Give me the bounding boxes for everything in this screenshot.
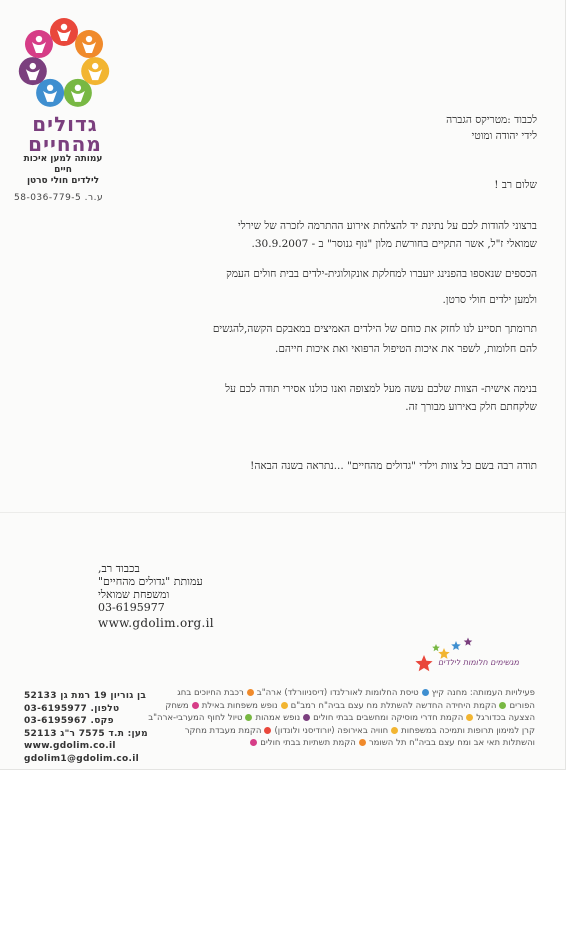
activity-item — [177, 688, 244, 698]
logo-tagline-line2: לילדים חולי סרטן — [26, 176, 100, 186]
activity-label: מחנה קיץ — [431, 688, 468, 698]
star-icon — [464, 638, 473, 646]
bullet-dot-icon — [499, 702, 506, 709]
bullet-dot-icon — [192, 702, 199, 709]
activity-label: טיול לחוף המערבי-ארה"ב — [148, 713, 243, 723]
activity-label: טיסת החלומות לאורלנדו (דיסניוורלד) ארה"ב — [256, 688, 419, 698]
activity-item — [496, 701, 535, 711]
activity-label: פעילויות העמותה: — [469, 688, 535, 698]
bullet-dot-icon — [303, 714, 310, 721]
activities-line — [125, 725, 535, 738]
logo-petal — [75, 30, 103, 58]
paragraph3-line1: תרומתך תסייע לנו לחזק את כוחם של הילדים האמיצים במאבקם הקשה,להגשים — [212, 323, 537, 335]
bullet-dot-icon — [250, 739, 257, 746]
activity-label: הקמת תשתיות בבתי חולים — [260, 738, 356, 748]
paragraph1-line1: ברצוני להודות לכם על נתינת יד להצלחת אירוע ההתרמה לזכרה של שירלי — [238, 220, 537, 232]
addressee-line1: לכבוד :מטריקס הגברה — [446, 114, 537, 126]
activity-label: והשתלות תאי אב ומח עצם בביה"ח תל השומר — [368, 738, 535, 748]
activity-item — [419, 688, 468, 698]
signature-organization: עמותת "גדולים מהחיים" — [98, 575, 203, 588]
logo-petal — [81, 57, 109, 85]
logo-petal — [36, 79, 64, 107]
activity-label: נופש אמהות — [255, 713, 301, 723]
page-fold-line — [0, 512, 565, 513]
closing-thanks: תודה רבה בשם כל צוות וילדי "גדולים מהחיים" ...נתראה בשנה הבאה! — [250, 460, 537, 472]
signature-regards: בכבוד רב, — [98, 562, 140, 575]
activity-item — [356, 738, 535, 748]
logo-petal — [50, 18, 78, 46]
activity-item — [242, 713, 300, 723]
activity-item — [185, 726, 262, 736]
logo-name-line1: גדולים — [32, 112, 98, 136]
footer-phone: טלפון. 03-6195977 — [24, 703, 120, 714]
logo-petal — [19, 57, 47, 85]
footer-email[interactable]: gdolim1@gdolim.co.il — [24, 753, 140, 764]
registration-number: ע.ר. 58-036-779-5 — [14, 193, 104, 203]
activity-item — [244, 688, 419, 698]
logo-petal — [25, 30, 53, 58]
activity-item — [463, 713, 535, 723]
signature-website[interactable]: www.gdolim.org.il — [98, 616, 214, 630]
logo-petal — [64, 79, 92, 107]
bullet-dot-icon — [422, 689, 429, 696]
logo-tagline-line1: עמותה למען איכות חיים — [23, 154, 103, 175]
paragraph3-line2: להם חלומות, לשפר את איכות הטיפול הרפואי ואת איכות חייהם. — [275, 343, 537, 355]
signature-phone: 03-6195977 — [98, 601, 165, 614]
paragraph2-line2: ולמען ילדים חולי סרטן. — [442, 294, 537, 306]
activity-label: נופש משפחות באילת — [201, 700, 278, 711]
bullet-dot-icon — [466, 714, 473, 721]
star-icon — [415, 655, 432, 671]
activity-label: הפורים — [509, 700, 535, 711]
bullet-dot-icon — [245, 714, 252, 721]
activity-item — [467, 688, 535, 698]
activity-label: הקמת מעבדת מחקר — [184, 725, 262, 736]
activity-label: חוויה באירופה (יורודיסני ולונדון) — [274, 725, 389, 736]
addressee-line2: לידי יהודה ומוטי — [471, 130, 537, 142]
dream-stars-logo — [410, 636, 540, 680]
logo-name-line2: מהחיים — [28, 132, 102, 156]
activity-item — [300, 713, 463, 723]
activity-label: הצצעה בכדורגל — [476, 713, 535, 723]
dream-logo-text: מגשימים חלומות לילדים — [438, 658, 519, 667]
footer-activities — [125, 687, 535, 750]
footer-address: בן גוריון 19 רמת גן 52133 — [24, 691, 147, 701]
star-icon — [432, 644, 440, 651]
activity-item — [247, 738, 356, 748]
activity-label: משחק — [165, 700, 189, 711]
bullet-dot-icon — [281, 702, 288, 709]
bullet-dot-icon — [359, 739, 366, 746]
organization-logo — [14, 14, 114, 203]
paragraph4-line1: בנימה אישית- הצוות שלכם עשה מעל למצופה ואנו כולנו אסירי תודה לכם על — [225, 383, 537, 395]
bullet-dot-icon — [247, 689, 254, 696]
flower-logo-icon — [14, 14, 114, 114]
activity-item — [388, 726, 535, 736]
activity-label: הקמת חדרי מוסיקה ומחשבים בבתי חולים — [313, 713, 464, 723]
activity-item — [261, 726, 388, 736]
signature-block — [98, 562, 214, 630]
activity-item — [278, 701, 497, 711]
activity-item — [148, 713, 242, 723]
paragraph4-line2: שלקחתם חלק באירוע מבורך זה. — [405, 401, 537, 413]
footer-fax: פקס. 03-6195967 — [24, 716, 114, 726]
greeting: שלום רב ! — [494, 179, 537, 191]
activity-label: הקמת היחידה החדשה להשתלת מח עצם בביה"ח רמב"ם — [290, 700, 497, 711]
activities-line — [125, 700, 535, 713]
activity-label: קרן למימון תרופות ותמיכה במשפחות — [401, 725, 535, 736]
activities-line — [125, 687, 535, 700]
paragraph2-line1: הכספים שנאספו בהפנינג יועברו למחלקת אונקולוגית-ילדים בבית חולים העמק — [226, 268, 537, 280]
footer-website[interactable]: www.gdolim.co.il — [24, 741, 116, 751]
paragraph1-line2: שמואלי ז"ל, אשר התקיים בחורשת מלון "נוף גנוסר" ב - 30.9.2007. — [251, 238, 537, 250]
activities-line — [125, 737, 535, 750]
activity-label: רכבת החיוכים בחג — [177, 688, 244, 698]
bullet-dot-icon — [264, 727, 271, 734]
signature-family: ומשפחת שמואלי — [98, 588, 170, 601]
bullet-dot-icon — [391, 727, 398, 734]
footer-mailbox: מען: ת.ד 7575 ר"ג 52113 — [24, 728, 148, 739]
star-icon — [451, 641, 461, 650]
activity-item — [189, 701, 278, 711]
activities-line — [125, 712, 535, 725]
activity-item — [165, 701, 188, 711]
